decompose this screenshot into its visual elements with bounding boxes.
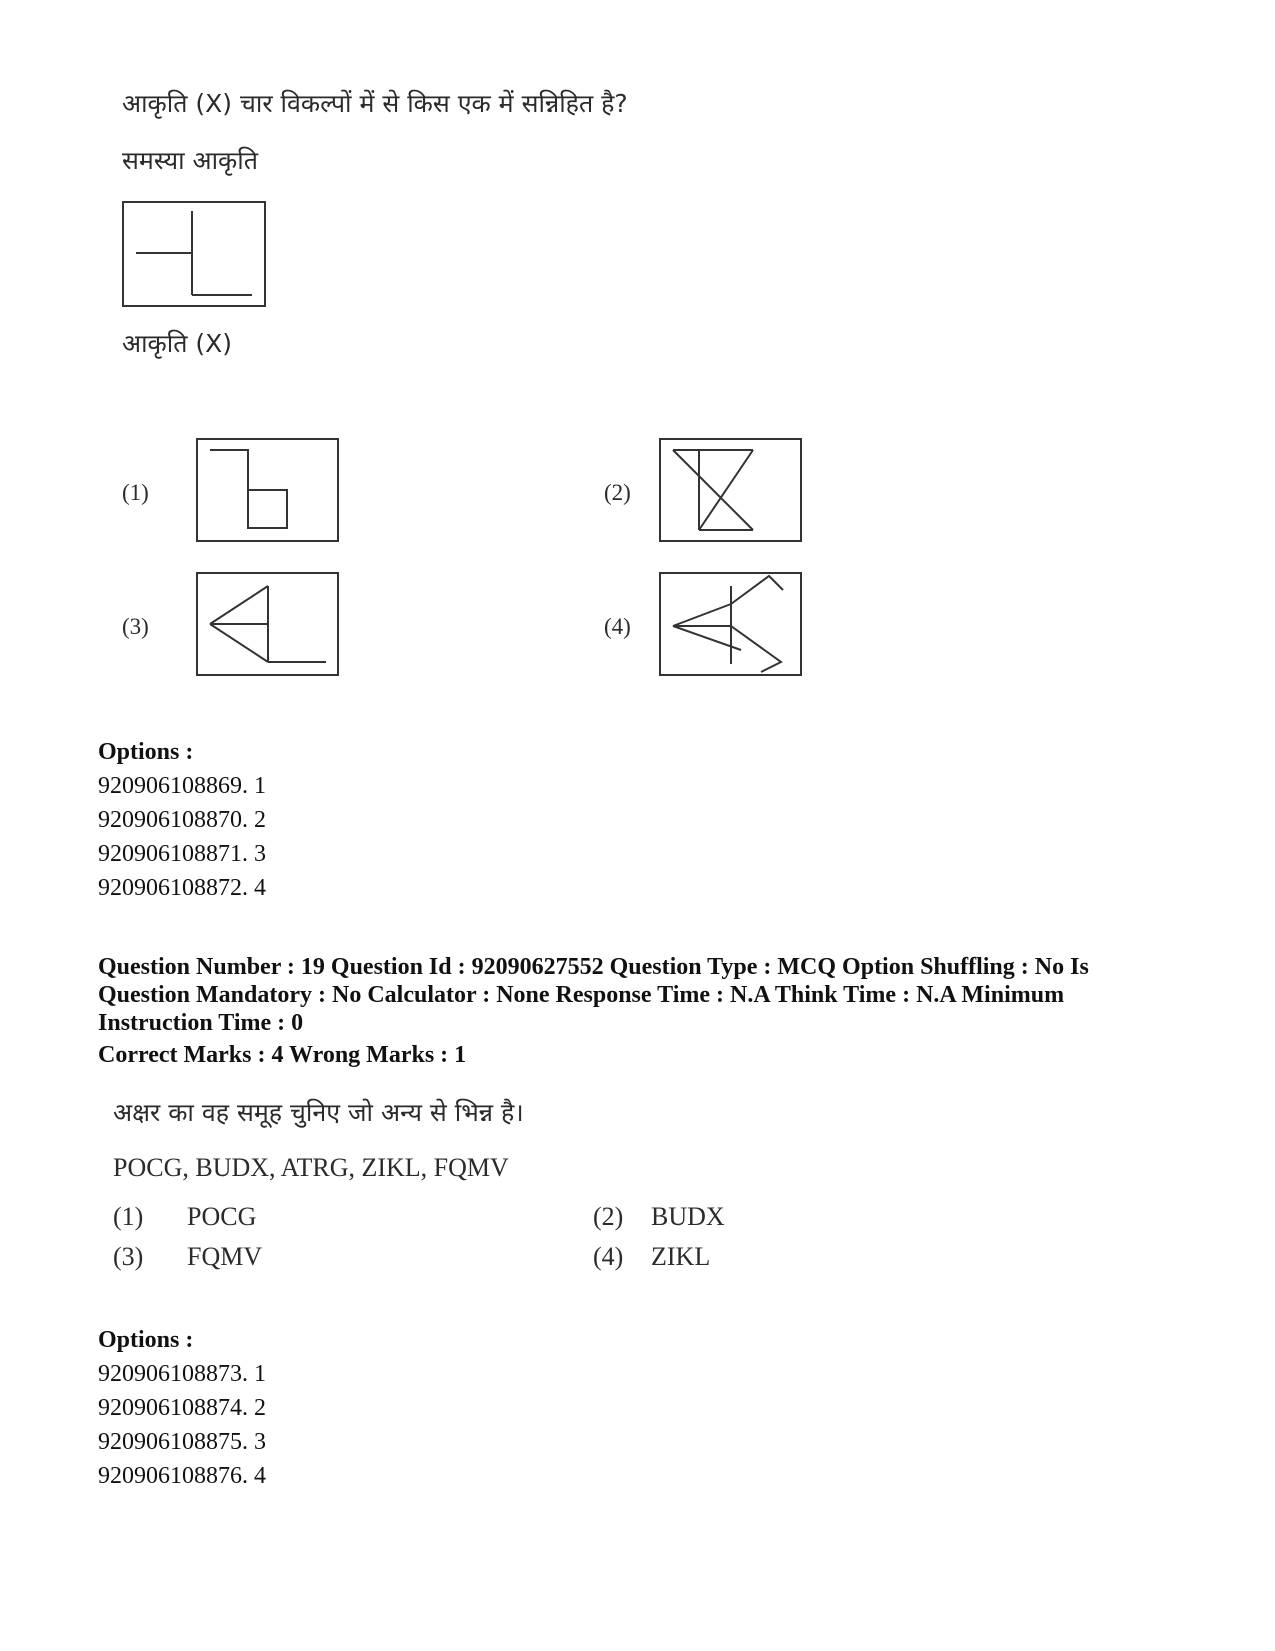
q1-options-block	[98, 735, 266, 905]
q2-choice-3-text: FQMV	[187, 1242, 263, 1271]
q1-choice-1-number: (1)	[122, 480, 149, 505]
q1-question-text: आकृति (X) चार विकल्पों में से किस एक में सन्निहित है?	[122, 89, 628, 118]
q2-choice-4-text: ZIKL	[651, 1242, 711, 1271]
q2-option-1[interactable]: 920906108873. 1	[98, 1361, 266, 1387]
q2-meta-block	[98, 953, 1158, 1069]
q2-options-heading: Options :	[98, 1327, 194, 1353]
q2-choice-2-text: BUDX	[651, 1202, 725, 1231]
q1-choice-4-figure	[659, 572, 802, 676]
q1-option-2[interactable]: 920906108870. 2	[98, 807, 266, 833]
q1-choice-2-figure	[659, 438, 802, 542]
q2-meta-line-1: Question Number : 19 Question Id : 92090627552 Question Type : MCQ Option Shuffling : No Is	[98, 954, 1089, 980]
q1-choice-3-number: (3)	[122, 614, 149, 639]
q1-choice-4-number: (4)	[604, 614, 631, 639]
q2-question-text: अक्षर का वह समूह चुनिए जो अन्य से भिन्न है।	[113, 1098, 524, 1127]
q1-option-1[interactable]: 920906108869. 1	[98, 773, 266, 799]
q1-option-4[interactable]: 920906108872. 4	[98, 875, 266, 901]
q2-meta-line-3: Instruction Time : 0	[98, 1010, 304, 1036]
q2-option-2[interactable]: 920906108874. 2	[98, 1395, 266, 1421]
q2-meta-line-2: Question Mandatory : No Calculator : None Response Time : N.A Think Time : N.A Minimum	[98, 982, 1065, 1008]
q1-choice-3-figure	[196, 572, 339, 676]
q1-options-heading: Options :	[98, 739, 194, 765]
q2-series: POCG, BUDX, ATRG, ZIKL, FQMV	[113, 1153, 509, 1182]
q2-choice-3-number: (3)	[113, 1242, 144, 1271]
q1-choice-2-number: (2)	[604, 480, 631, 505]
q2-options-block	[98, 1323, 266, 1493]
q2-choice-4-number: (4)	[593, 1242, 624, 1271]
q1-option-3[interactable]: 920906108871. 3	[98, 841, 266, 867]
q2-marks: Correct Marks : 4 Wrong Marks : 1	[98, 1042, 467, 1068]
q2-choice-1-number: (1)	[113, 1202, 144, 1231]
q1-choice-1-figure	[196, 438, 339, 542]
problem-figure-x	[122, 201, 266, 307]
q2-choice-2-number: (2)	[593, 1202, 624, 1231]
q2-option-3[interactable]: 920906108875. 3	[98, 1429, 266, 1455]
q1-problem-label: समस्या आकृति	[122, 146, 258, 175]
q2-choice-1-text: POCG	[187, 1202, 257, 1231]
q2-option-4[interactable]: 920906108876. 4	[98, 1463, 266, 1489]
q1-figure-label: आकृति (X)	[122, 329, 233, 358]
